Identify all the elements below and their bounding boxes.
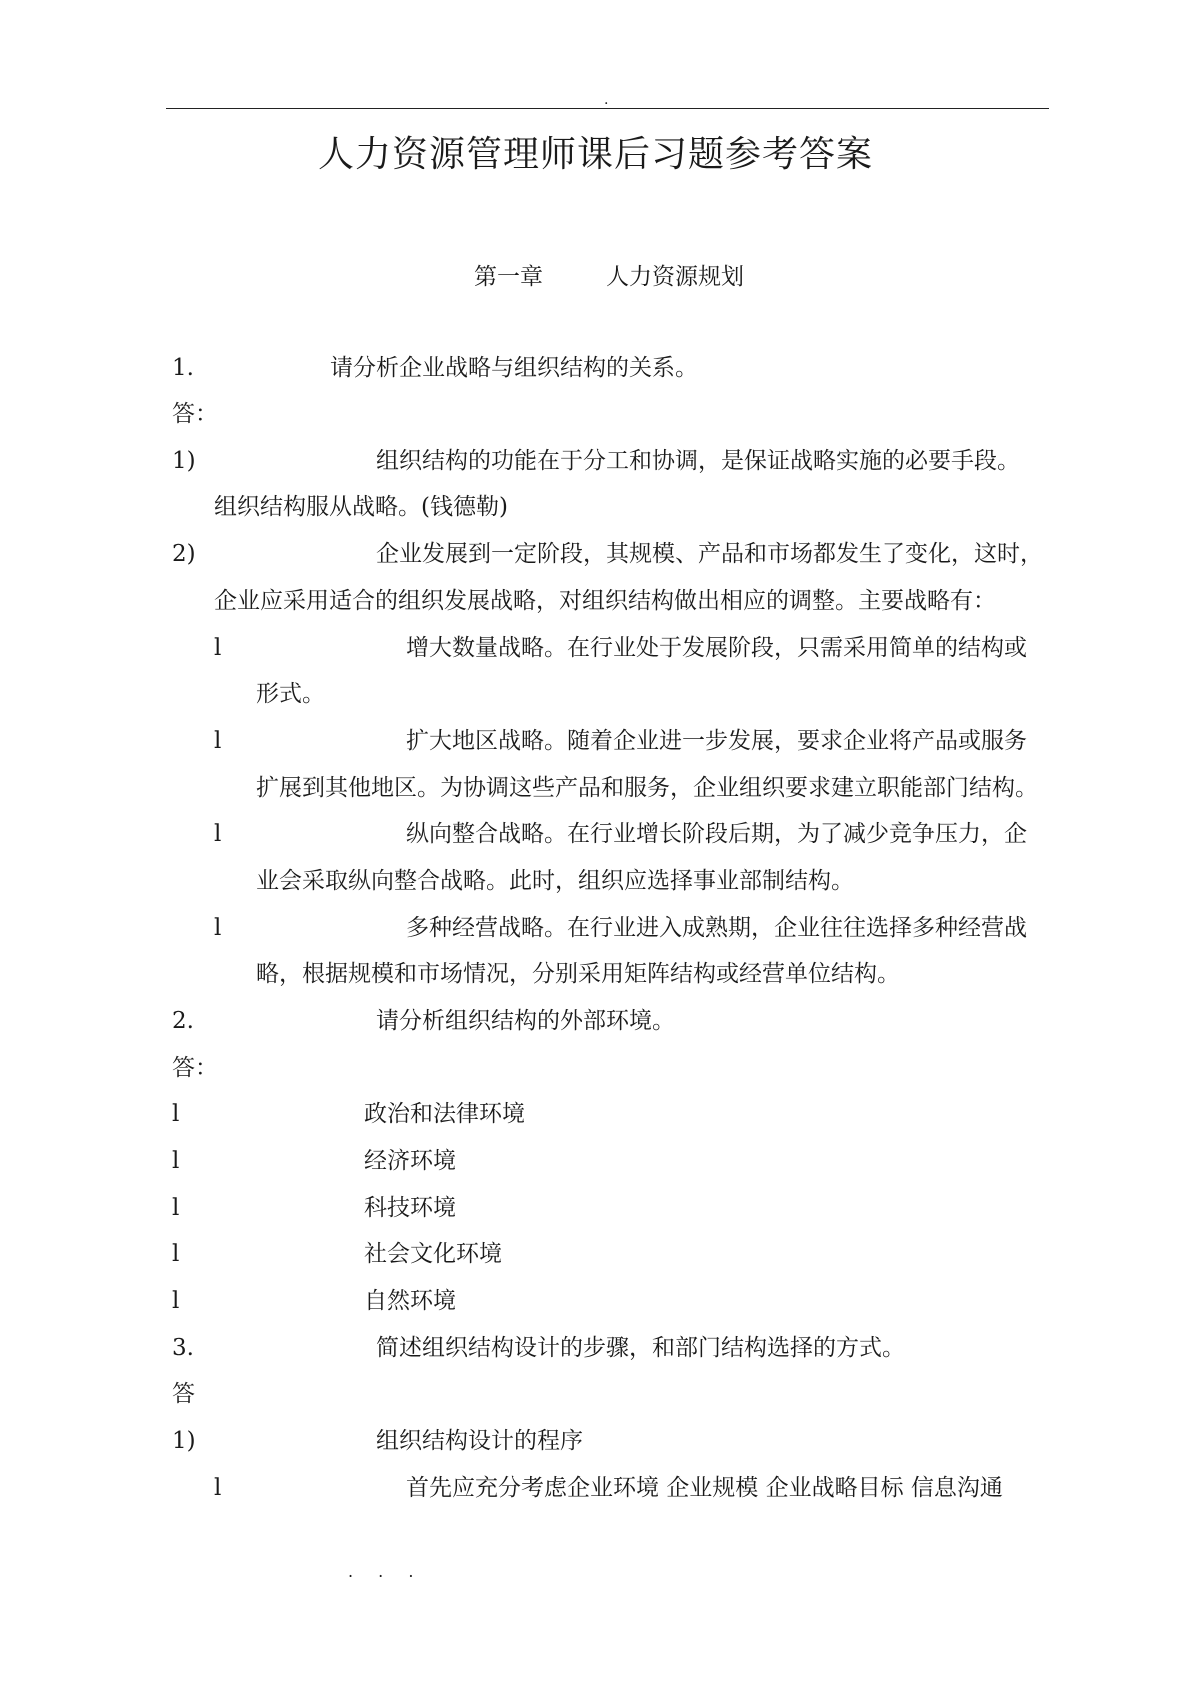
strategy-2-text: 扩大地区战略。随着企业进一步发展，要求企业将产品或服务 <box>406 728 1027 754</box>
strategy-3-continuation: 业会采取纵向整合战略。此时，组织应选择事业部制结构。 <box>256 868 854 894</box>
document-title: 人力资源管理师课后习题参考答案 <box>317 134 873 175</box>
chapter-number: 第一章 <box>474 264 543 290</box>
answer-3-label: 答 <box>172 1381 195 1407</box>
environment-3-bullet: l <box>172 1195 180 1221</box>
environment-5-text: 自然环境 <box>364 1288 456 1314</box>
environment-1-text: 政治和法律环境 <box>364 1101 525 1127</box>
strategy-3-text: 纵向整合战略。在行业增长阶段后期，为了减少竞争压力，企 <box>406 821 1027 847</box>
environment-4-bullet: l <box>172 1241 180 1267</box>
environment-2-bullet: l <box>172 1148 180 1174</box>
question-2-number: 2. <box>172 1008 194 1034</box>
answer-1-point-2-continuation: 企业应采用适合的组织发展战略，对组织结构做出相应的调整。主要战略有： <box>214 588 996 614</box>
question-2-text: 请分析组织结构的外部环境。 <box>376 1008 675 1034</box>
environment-3-text: 科技环境 <box>364 1195 456 1221</box>
header-rule <box>166 108 1049 109</box>
answer-2-label: 答： <box>172 1055 218 1081</box>
footer-dots: . . . <box>348 1562 424 1581</box>
question-1-number: 1. <box>172 355 194 381</box>
strategy-1-bullet: l <box>214 635 222 661</box>
strategy-4-continuation: 略，根据规模和市场情况，分别采用矩阵结构或经营单位结构。 <box>256 961 900 987</box>
environment-5-bullet: l <box>172 1288 180 1314</box>
answer-1-point-1-continuation: 组织结构服从战略。(钱德勒) <box>214 494 508 520</box>
question-3-text: 简述组织结构设计的步骤，和部门结构选择的方式。 <box>376 1335 905 1361</box>
strategy-4-text: 多种经营战略。在行业进入成熟期，企业往往选择多种经营战 <box>406 915 1027 941</box>
environment-4-text: 社会文化环境 <box>364 1241 502 1267</box>
answer-3-point-1-number: 1) <box>172 1428 196 1454</box>
design-step-1-bullet: l <box>214 1475 222 1501</box>
strategy-4-bullet: l <box>214 915 222 941</box>
strategy-2-continuation: 扩展到其他地区。为协调这些产品和服务，企业组织要求建立职能部门结构。 <box>256 775 1038 801</box>
question-3-number: 3. <box>172 1335 194 1361</box>
answer-1-point-2-text: 企业发展到一定阶段，其规模、产品和市场都发生了变化，这时， <box>376 541 1043 567</box>
header-mark: . <box>604 92 609 108</box>
question-1-text: 请分析企业战略与组织结构的关系。 <box>330 355 698 381</box>
strategy-1-continuation: 形式。 <box>256 681 325 707</box>
answer-1-point-1-text: 组织结构的功能在于分工和协调，是保证战略实施的必要手段。 <box>376 448 1020 474</box>
chapter-name: 人力资源规划 <box>606 264 744 290</box>
strategy-1-text: 增大数量战略。在行业处于发展阶段，只需采用简单的结构或 <box>406 635 1027 661</box>
design-step-1-text: 首先应充分考虑企业环境 企业规模 企业战略目标 信息沟通 <box>406 1475 1003 1501</box>
environment-1-bullet: l <box>172 1101 180 1127</box>
strategy-2-bullet: l <box>214 728 222 754</box>
answer-1-point-2-number: 2) <box>172 541 196 567</box>
strategy-3-bullet: l <box>214 821 222 847</box>
answer-1-point-1-number: 1) <box>172 448 196 474</box>
environment-2-text: 经济环境 <box>364 1148 456 1174</box>
answer-3-point-1-text: 组织结构设计的程序 <box>376 1428 583 1454</box>
answer-1-label: 答： <box>172 401 218 427</box>
